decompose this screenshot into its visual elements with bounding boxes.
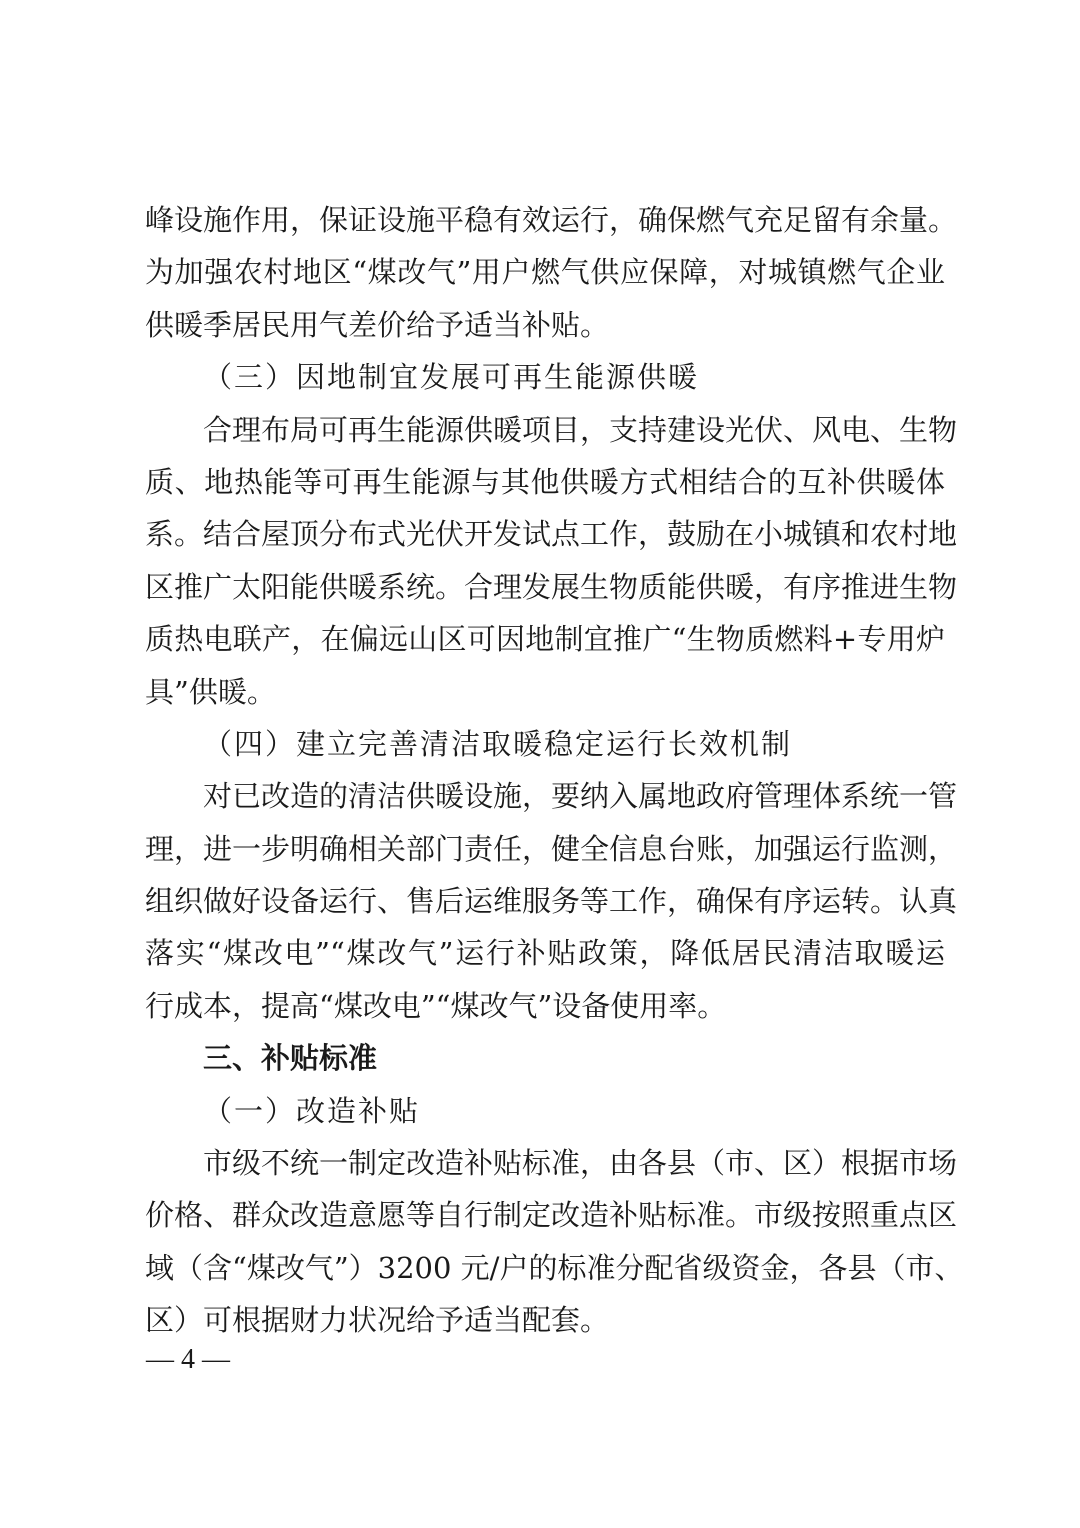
text-line: 质、地热能等可再生能源与其他供暖方式相结合的互补供暖体: [145, 464, 945, 499]
text-line: 质热电联产，在偏远山区可因地制宜推广“生物质燃料+专用炉: [145, 622, 945, 657]
text-line: 落实“煤改电”“煤改气”运行补贴政策，降低居民清洁取暖运: [145, 936, 945, 971]
text-line: 为加强农村地区“煤改气”用户燃气供应保障，对城镇燃气企业: [145, 255, 945, 290]
subsection-1-title: （一）改造补贴: [203, 1093, 421, 1128]
text-line: 具”供暖。: [145, 674, 276, 709]
section-4-body: [145, 770, 958, 1032]
text-line: 行成本，提高“煤改电”“煤改气”设备使用率。: [145, 988, 727, 1023]
text-line: 市级不统一制定改造补贴标准，由各县（市、区）根据市场: [203, 1146, 958, 1181]
text-line: 理，进一步明确相关部门责任，健全信息台账，加强运行监测，: [145, 831, 958, 866]
section-4-title: （四）建立完善清洁取暖稳定运行长效机制: [203, 726, 793, 761]
section-3-body: [145, 404, 958, 718]
text-line: 区推广太阳能供暖系统。合理发展生物质能供暖，有序推进生物: [145, 569, 958, 604]
text-line: 域（含“煤改气”）3200 元/户的标准分配省级资金，各县（市、: [145, 1250, 964, 1285]
text-line: 区）可根据财力状况给予适当配套。: [145, 1303, 610, 1338]
text-line: 组织做好设备运行、售后运维服务等工作，确保有序运转。认真: [145, 884, 958, 919]
text-line: 供暖季居民用气差价给予适当补贴。: [145, 307, 610, 342]
text-line: 系。结合屋顶分布式光伏开发试点工作，鼓励在小城镇和农村地: [145, 517, 958, 552]
text-line: 合理布局可再生能源供暖项目，支持建设光伏、风电、生物: [203, 412, 958, 447]
page-number: — 4 —: [146, 1344, 230, 1375]
text-line: 峰设施作用，保证设施平稳有效运行，确保燃气充足留有余量。: [145, 203, 958, 237]
subsection-1-body: [145, 1137, 964, 1347]
section-3-title: （三）因地制宜发展可再生能源供暖: [203, 360, 700, 395]
chapter-3-title: 三、补贴标准: [203, 1041, 378, 1076]
document-page: [145, 194, 964, 1347]
text-line: 对已改造的清洁供暖设施，要纳入属地政府管理体系统一管: [203, 779, 958, 814]
text-line: 价格、群众改造意愿等自行制定改造补贴标准。市级按照重点区: [145, 1198, 958, 1233]
paragraph-continuation: [145, 194, 958, 351]
